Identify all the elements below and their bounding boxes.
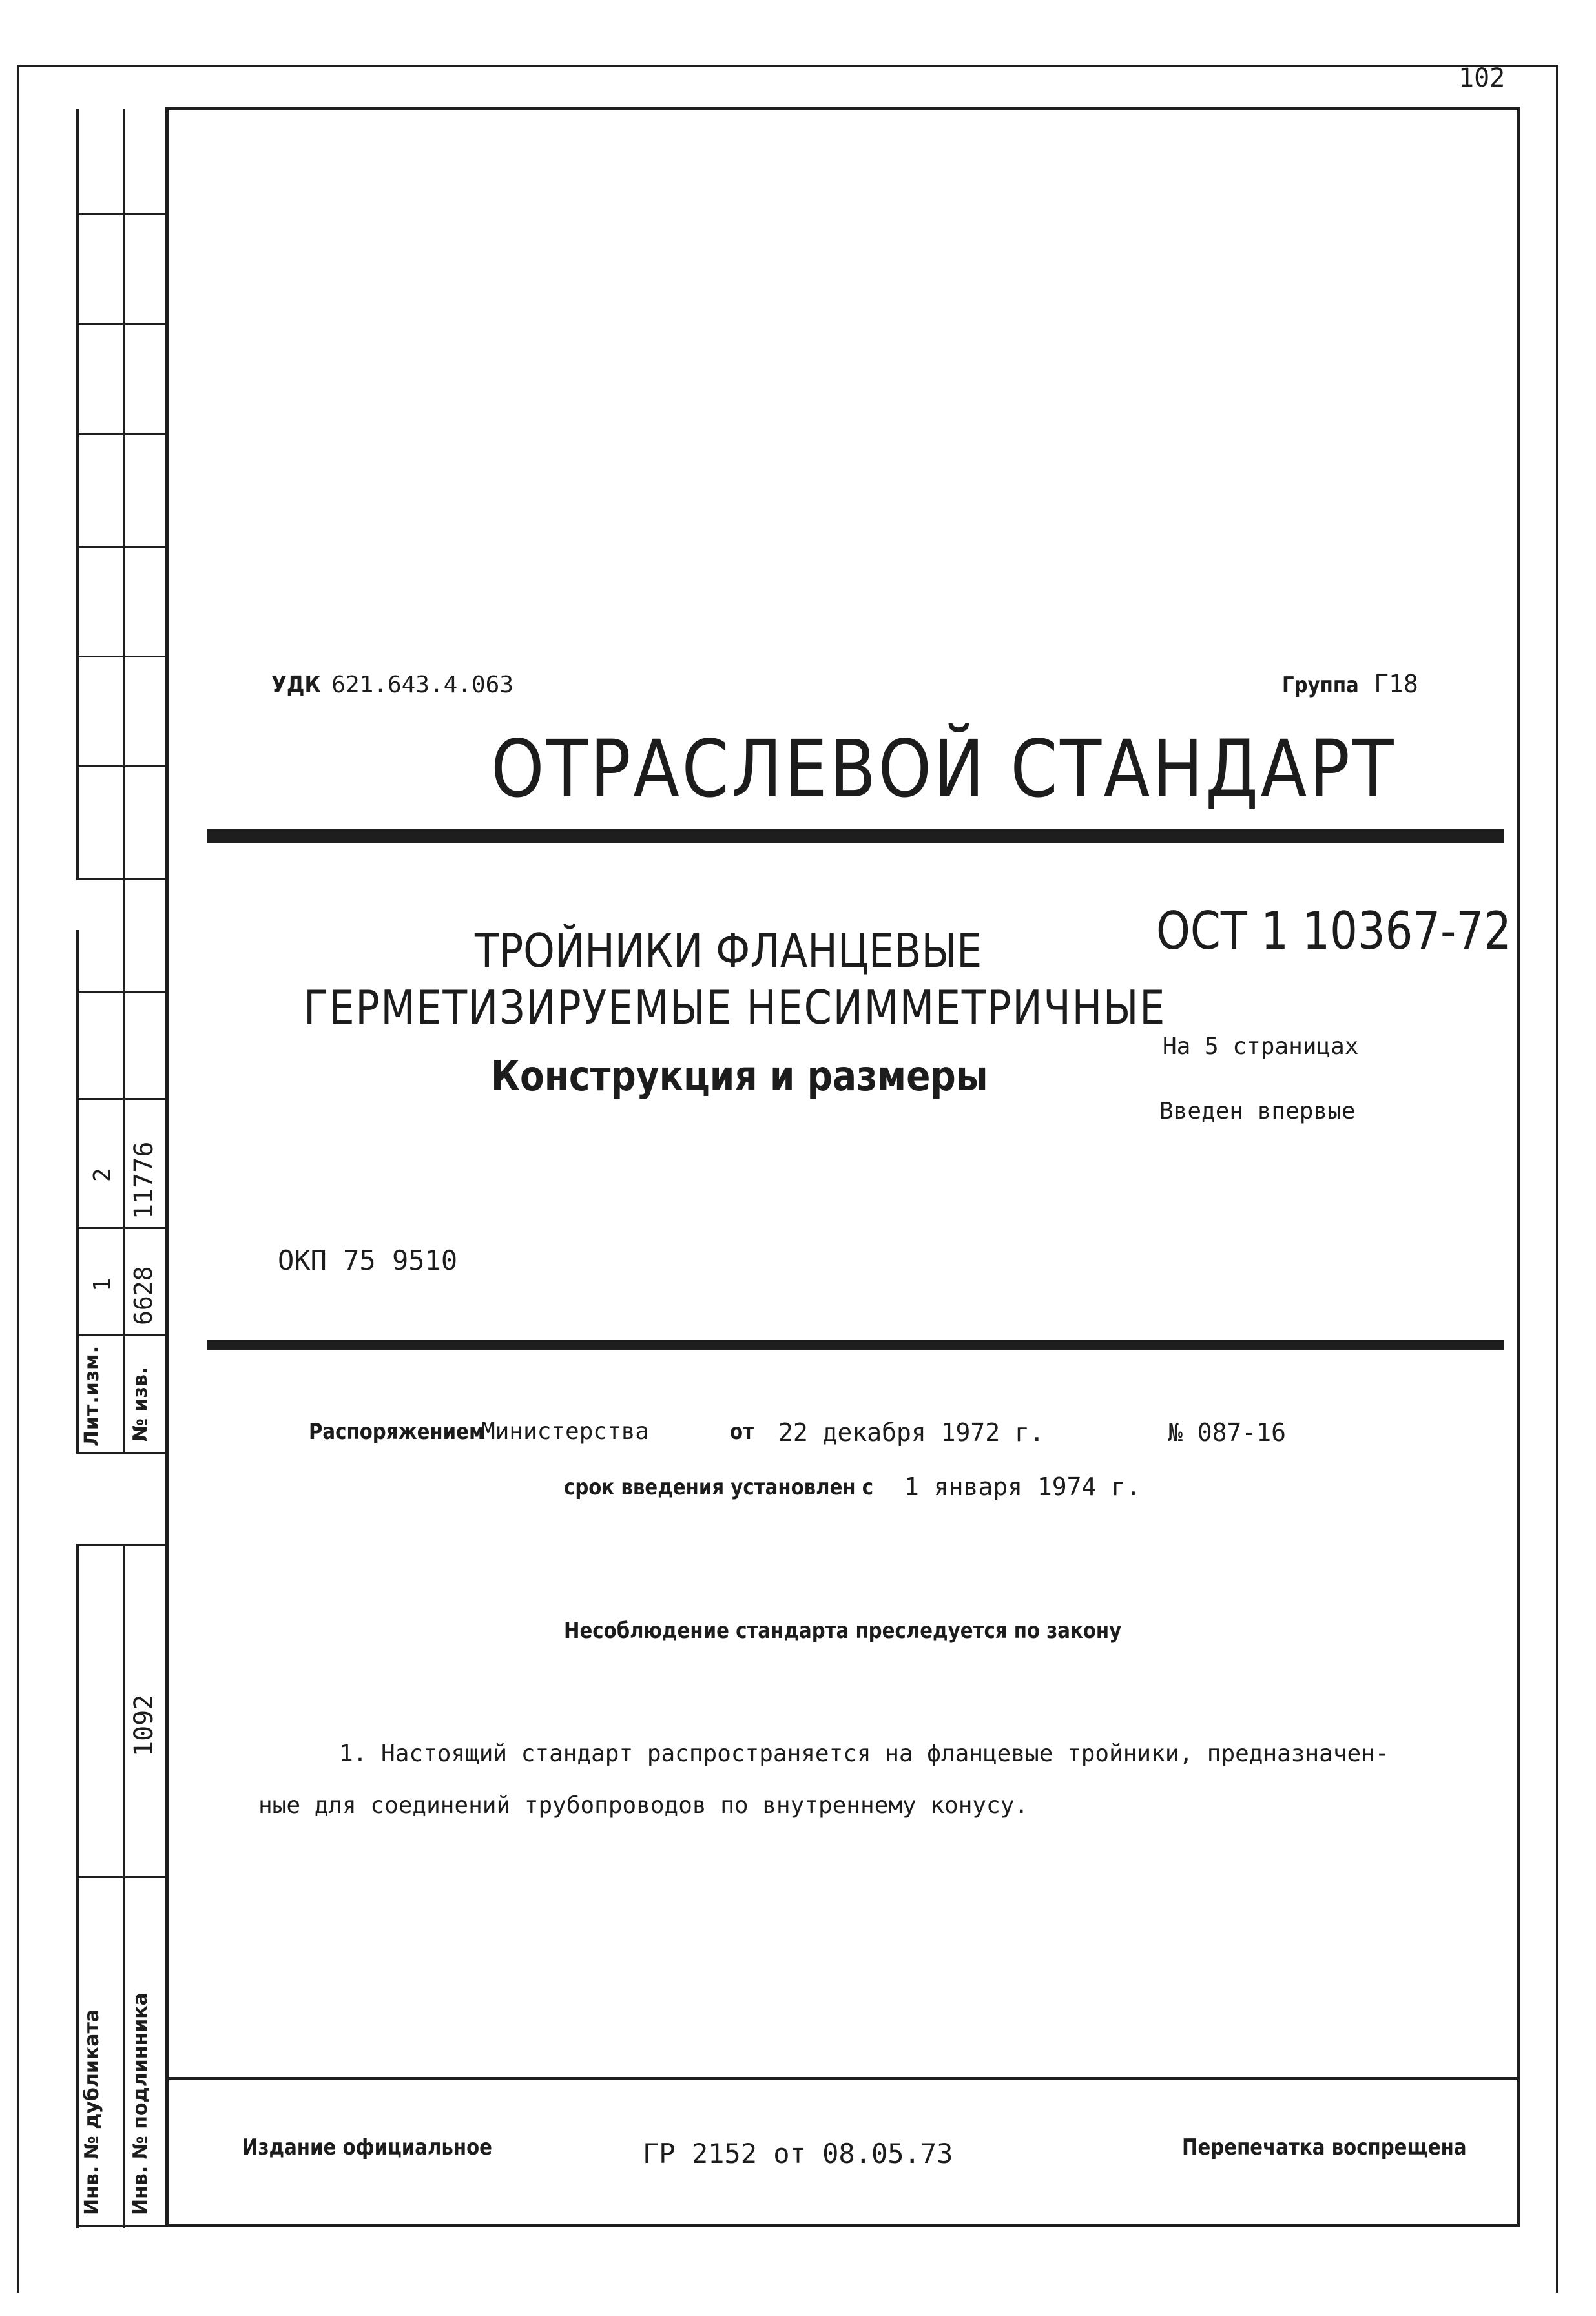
stamp-grid-h xyxy=(76,1876,167,1878)
sheet-border-left xyxy=(17,65,19,2293)
stamp-doc-label: № изв. xyxy=(129,1367,152,1442)
stamp-grid-h xyxy=(76,878,167,880)
footer-registration: ГР 2152 от 08.05.73 xyxy=(643,2138,953,2169)
footer-reprint: Перепечатка воспрещена xyxy=(1182,2135,1467,2160)
doc-code: ОСТ 1 10367-72 xyxy=(1156,901,1511,961)
order-label: Распоряжением xyxy=(309,1419,484,1445)
main-frame xyxy=(165,107,1520,2227)
stamp-duplicate-label: Инв. № дубликата xyxy=(81,2009,103,2215)
okp-code: ОКП 75 9510 xyxy=(278,1245,458,1276)
doc-introduced: Введен впервые xyxy=(1159,1098,1356,1124)
doc-title-line2: ГЕРМЕТИЗИРУЕМЫЕ НЕСИММЕТРИЧНЫЕ xyxy=(304,980,1166,1035)
stamp-grid-h xyxy=(76,991,167,993)
page-number: 102 xyxy=(1458,63,1506,93)
stamp-doc-2: 11776 xyxy=(129,1141,159,1219)
stamp-grid-h xyxy=(76,2225,167,2227)
header-thick-rule xyxy=(207,829,1504,843)
footer-divider xyxy=(165,2077,1520,2080)
group-value: Г18 xyxy=(1374,670,1418,698)
order-from-label: от xyxy=(730,1419,754,1445)
stamp-grid-h xyxy=(76,1227,167,1229)
stamp-grid-h xyxy=(76,1098,167,1100)
doc-title-line1: ТРОЙНИКИ ФЛАНЦЕВЫЕ xyxy=(475,924,982,978)
middle-thick-rule xyxy=(207,1340,1504,1350)
stamp-grid-h xyxy=(76,433,167,435)
group-label: Группа xyxy=(1282,672,1359,698)
stamp-block-line xyxy=(76,930,79,1453)
order-number: № 087-16 xyxy=(1168,1418,1287,1447)
stamp-grid-h xyxy=(76,1334,167,1336)
doc-pages: На 5 страницах xyxy=(1163,1033,1359,1060)
order-issuer: Министерства xyxy=(481,1418,650,1445)
stamp-inventory-line-mid xyxy=(123,1544,125,2228)
sheet-border-top xyxy=(18,65,1558,67)
stamp-inventory-number: 1092 xyxy=(129,1694,159,1757)
udk-value: 621.643.4.063 xyxy=(331,672,514,698)
term-date: 1 января 1974 г. xyxy=(904,1473,1141,1501)
stamp-grid-h xyxy=(76,1452,167,1454)
stamp-grid-h xyxy=(76,765,167,767)
udk-label: УДК xyxy=(271,672,321,698)
order-date: 22 декабря 1972 г. xyxy=(778,1418,1044,1447)
stamp-grid-h xyxy=(76,656,167,657)
stamp-grid-h xyxy=(76,546,167,548)
doc-subtitle: Конструкция и размеры xyxy=(491,1053,988,1101)
stamp-grid-h xyxy=(76,1544,167,1546)
header-title: ОТРАСЛЕВОЙ СТАНДАРТ xyxy=(491,723,1396,815)
paragraph-1-line-1: 1. Настоящий стандарт распространяется на фланцевые тройники, предназначен- xyxy=(339,1741,1389,1767)
stamp-column-line-outer xyxy=(76,109,79,880)
udk-line xyxy=(271,672,513,698)
stamp-change-2: 2 xyxy=(89,1168,116,1182)
footer-edition: Издание официальное xyxy=(242,2135,493,2160)
stamp-column-line-mid xyxy=(123,109,125,1452)
stamp-change-1: 1 xyxy=(89,1277,116,1292)
stamp-change-label: Лит.изм. xyxy=(81,1345,103,1447)
stamp-original-label: Инв. № подлинника xyxy=(129,1992,152,2215)
sheet-border-right xyxy=(1556,65,1558,2293)
term-label: срок введения установлен с xyxy=(564,1474,874,1500)
stamp-doc-1: 6628 xyxy=(129,1266,158,1325)
stamp-inventory-line-outer xyxy=(76,1544,79,2228)
stamp-grid-h xyxy=(76,213,167,215)
stamp-grid-h xyxy=(76,323,167,325)
paragraph-1-line-2: ные для соединений трубопроводов по внутреннему конусу. xyxy=(258,1792,1029,1819)
group-line xyxy=(1282,670,1418,698)
legal-warning: Несоблюдение стандарта преследуется по закону xyxy=(564,1618,1122,1644)
